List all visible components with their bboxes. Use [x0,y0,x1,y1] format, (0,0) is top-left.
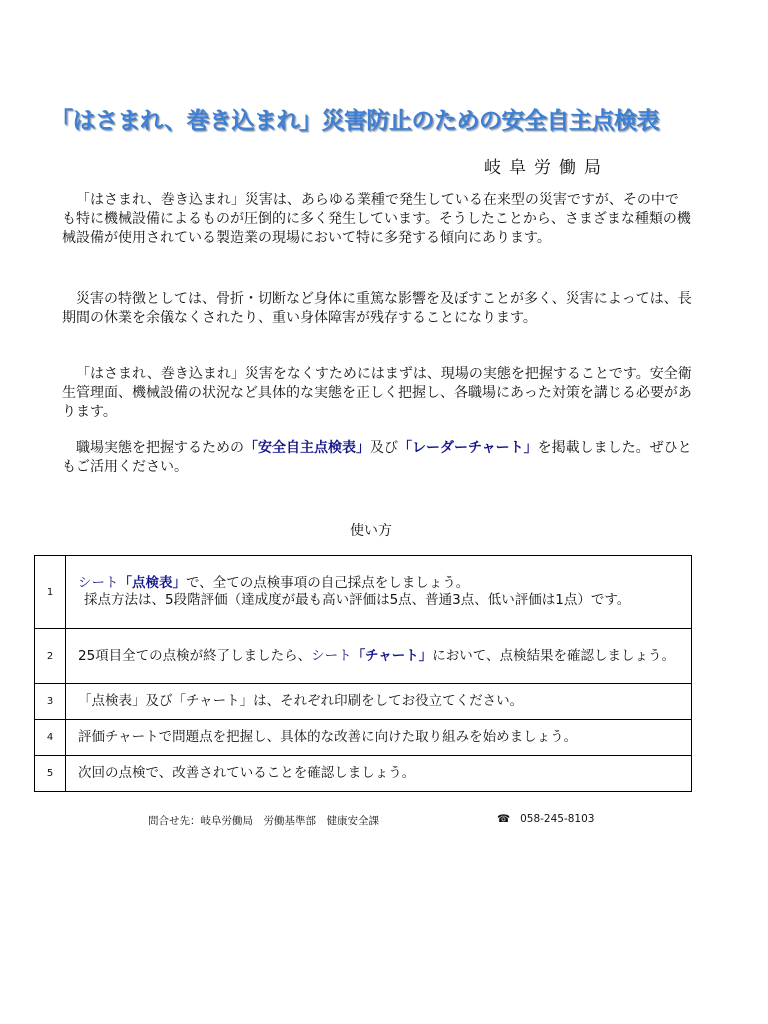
intro-paragraph-3: 「はさまれ、巻き込まれ」災害をなくすためにはまずは、現場の実態を把握することです。安全衛生管理面、機械設備の状況など具体的な実態を正しく把握し、各職場にあった対策を講じる必要があります。 [62,366,692,420]
step-number: 1 [35,556,66,629]
step-number: 3 [35,684,66,720]
usage-steps-table [34,555,692,792]
paragraph-4-text-c: を掲載しました。ぜひともご活用ください。 [62,440,692,475]
checklist-sheet-name: 「点検表」 [118,575,186,591]
step-1-line-1 [78,575,685,592]
paragraph-4-text-b: 及び [370,440,398,456]
step-number: 4 [35,720,66,756]
intro-paragraph-4 [62,439,692,477]
step-text [66,629,692,684]
telephone-icon: ☎ [497,813,511,825]
usage-heading: 使い方 [350,523,392,539]
paragraph-4-text-a: 職場実態を把握するための [76,440,244,456]
intro-paragraph-2: 災害の特徴としては、骨折・切断など身体に重篤な影響を及ぼすことが多く、災害によっては、長期間の休業を余儀なくされたり、重い身体障害が残存することになります。 [62,291,692,326]
phone-contact [497,813,594,825]
table-row [35,556,692,629]
radar-chart-highlight: 「レーダーチャート」 [398,440,538,456]
step-number: 2 [35,629,66,684]
document-title: 「はさまれ、巻き込まれ」災害防止のための安全自主点検表 [50,108,659,134]
step-text: 「点検表」及び「チャート」は、それぞれ印刷をしてお役立てください。 [66,684,692,720]
step-text [66,556,692,629]
step-text: 次回の点検で、改善されていることを確認しましょう。 [66,756,692,792]
step-1-text-a: で、全ての点検事項の自己採点をしましょう。 [186,575,470,591]
step-number: 5 [35,756,66,792]
table-row [35,629,692,684]
step-text: 評価チャートで問題点を把握し、具体的な改善に向けた取り組みを始めましょう。 [66,720,692,756]
table-row [35,720,692,756]
step-2-post: において、点検結果を確認しましょう。 [432,647,676,664]
intro-paragraph-1: 「はさまれ、巻き込まれ」災害は、あらゆる業種で発生している在来型の災害ですが、その中でも特に機械設備によるものが圧倒的に多く発生しています。そうしたことから、さまざまな種類の機械設備が使用されている製造業の現場において特に多発する傾向にあります。 [62,192,691,246]
sheet-label: シート [78,575,119,591]
safety-checklist-highlight: 「安全自主点検表」 [244,440,370,456]
chart-sheet-name: 「チャート」 [351,647,433,664]
table-row [35,684,692,720]
issuing-organization: 岐阜労働局 [484,158,609,178]
table-row [35,756,692,792]
phone-number[interactable]: 058-245-8103 [520,813,595,825]
sheet-label: シート [311,647,352,664]
contact-info: 問合せ先：岐阜労働局 労働基準部 健康安全課 [148,815,379,827]
step-1-text-b: 採点方法は、5段階評価（達成度が最も高い評価は5点、普通3点、低い評価は1点）です。 [84,592,631,608]
step-2-pre: 25項目全ての点検が終了しましたら、 [78,647,312,664]
